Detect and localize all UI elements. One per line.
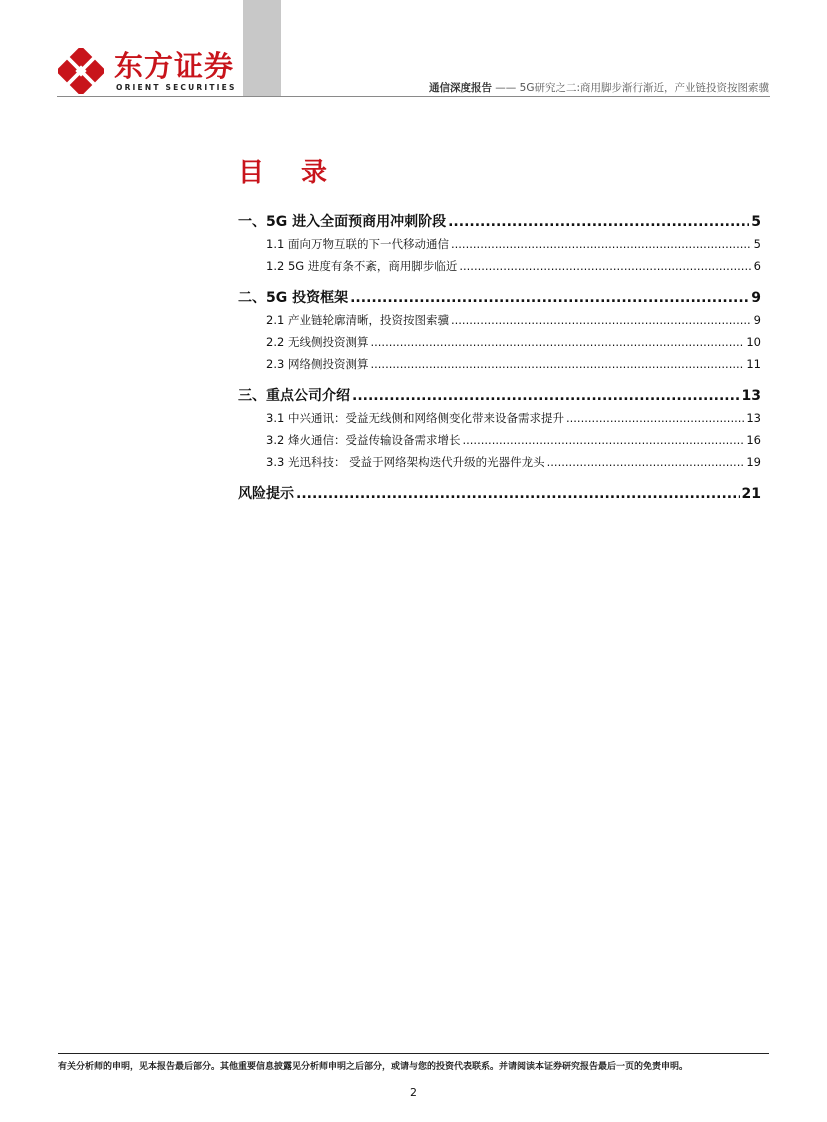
toc-entry-page: 21 [741,486,761,502]
toc-entry-text: 1.2 5G 进度有条不紊，商用脚步临近 [266,259,458,273]
toc-dot-leader [352,386,740,406]
toc-entry-text: 风险提示 [238,486,294,502]
toc-entry-page: 13 [741,388,761,404]
toc-dot-leader [370,356,744,372]
toc-entry-1-2[interactable] [238,258,761,274]
toc-entry-risk-warning[interactable] [238,484,761,504]
toc-entry-text: 3.1 中兴通讯：受益无线侧和网络侧变化带来设备需求提升 [266,411,564,425]
footer-disclaimer: 有关分析师的申明，见本报告最后部分。其他重要信息披露见分析师申明之后部分，或请与您的投资代表联系。并请阅读本证券研究报告最后一页的免责申明。 [58,1062,689,1072]
toc-entry-text: 3.3 光迅科技： 受益于网络架构迭代升级的光器件龙头 [266,455,545,469]
toc-dot-leader [370,334,744,350]
toc-entry-3-2[interactable] [238,432,761,448]
toc-entry-section-3[interactable] [238,386,761,406]
toc-entry-2-1[interactable] [238,312,761,328]
report-title: —— 5G研究之二:商用脚步渐行渐近，产业链投资按图索骥 [495,82,769,94]
logo-english-name: ORIENT SECURITIES [116,83,237,92]
toc-dot-leader [566,410,744,426]
toc-dot-leader [459,258,751,274]
footer-divider [58,1053,769,1054]
header-divider [57,96,770,97]
toc-entry-page: 19 [746,455,761,469]
toc-entry-page: 9 [751,290,761,306]
toc-dot-leader [296,484,740,504]
toc-entry-3-1[interactable] [238,410,761,426]
toc-dot-leader [350,288,749,308]
toc-entry-page: 10 [746,335,761,349]
toc-entry-section-1[interactable] [238,212,761,232]
toc-entry-text: 二、5G 投资框架 [238,290,349,306]
toc-entry-page: 9 [753,313,761,327]
toc-dot-leader [448,212,749,232]
header-decor-bar [243,0,281,96]
toc-entry-page: 16 [746,433,761,447]
logo-mark-icon [58,48,104,94]
toc-entry-page: 5 [753,237,761,251]
report-header [429,82,769,94]
toc-entry-2-3[interactable] [238,356,761,372]
toc-entry-3-3[interactable] [238,454,761,470]
toc-dot-leader [451,312,752,328]
table-of-contents [238,212,761,504]
toc-entry-text: 3.2 烽火通信：受益传输设备需求增长 [266,433,461,447]
report-type: 通信深度报告 [428,82,492,94]
toc-entry-page: 6 [753,259,761,273]
toc-dot-leader [451,236,752,252]
toc-entry-text: 2.3 网络侧投资测算 [266,357,369,371]
toc-entry-text: 2.1 产业链轮廓清晰，投资按图索骥 [266,313,449,327]
toc-entry-text: 2.2 无线侧投资测算 [266,335,369,349]
toc-entry-text: 1.1 面向万物互联的下一代移动通信 [266,237,449,251]
toc-title: 目 录 [238,158,342,188]
toc-entry-page: 5 [751,214,761,230]
toc-entry-page: 11 [746,357,761,371]
toc-entry-2-2[interactable] [238,334,761,350]
toc-entry-page: 13 [746,411,761,425]
toc-dot-leader [462,432,744,448]
toc-entry-1-1[interactable] [238,236,761,252]
toc-entry-text: 一、5G 进入全面预商用冲刺阶段 [238,214,447,230]
logo-chinese-name: 东方证券 [114,49,235,83]
toc-entry-section-2[interactable] [238,288,761,308]
toc-dot-leader [547,454,745,470]
toc-entry-text: 三、重点公司介绍 [238,388,350,404]
page-number: 2 [410,1086,417,1099]
company-logo [58,48,248,98]
